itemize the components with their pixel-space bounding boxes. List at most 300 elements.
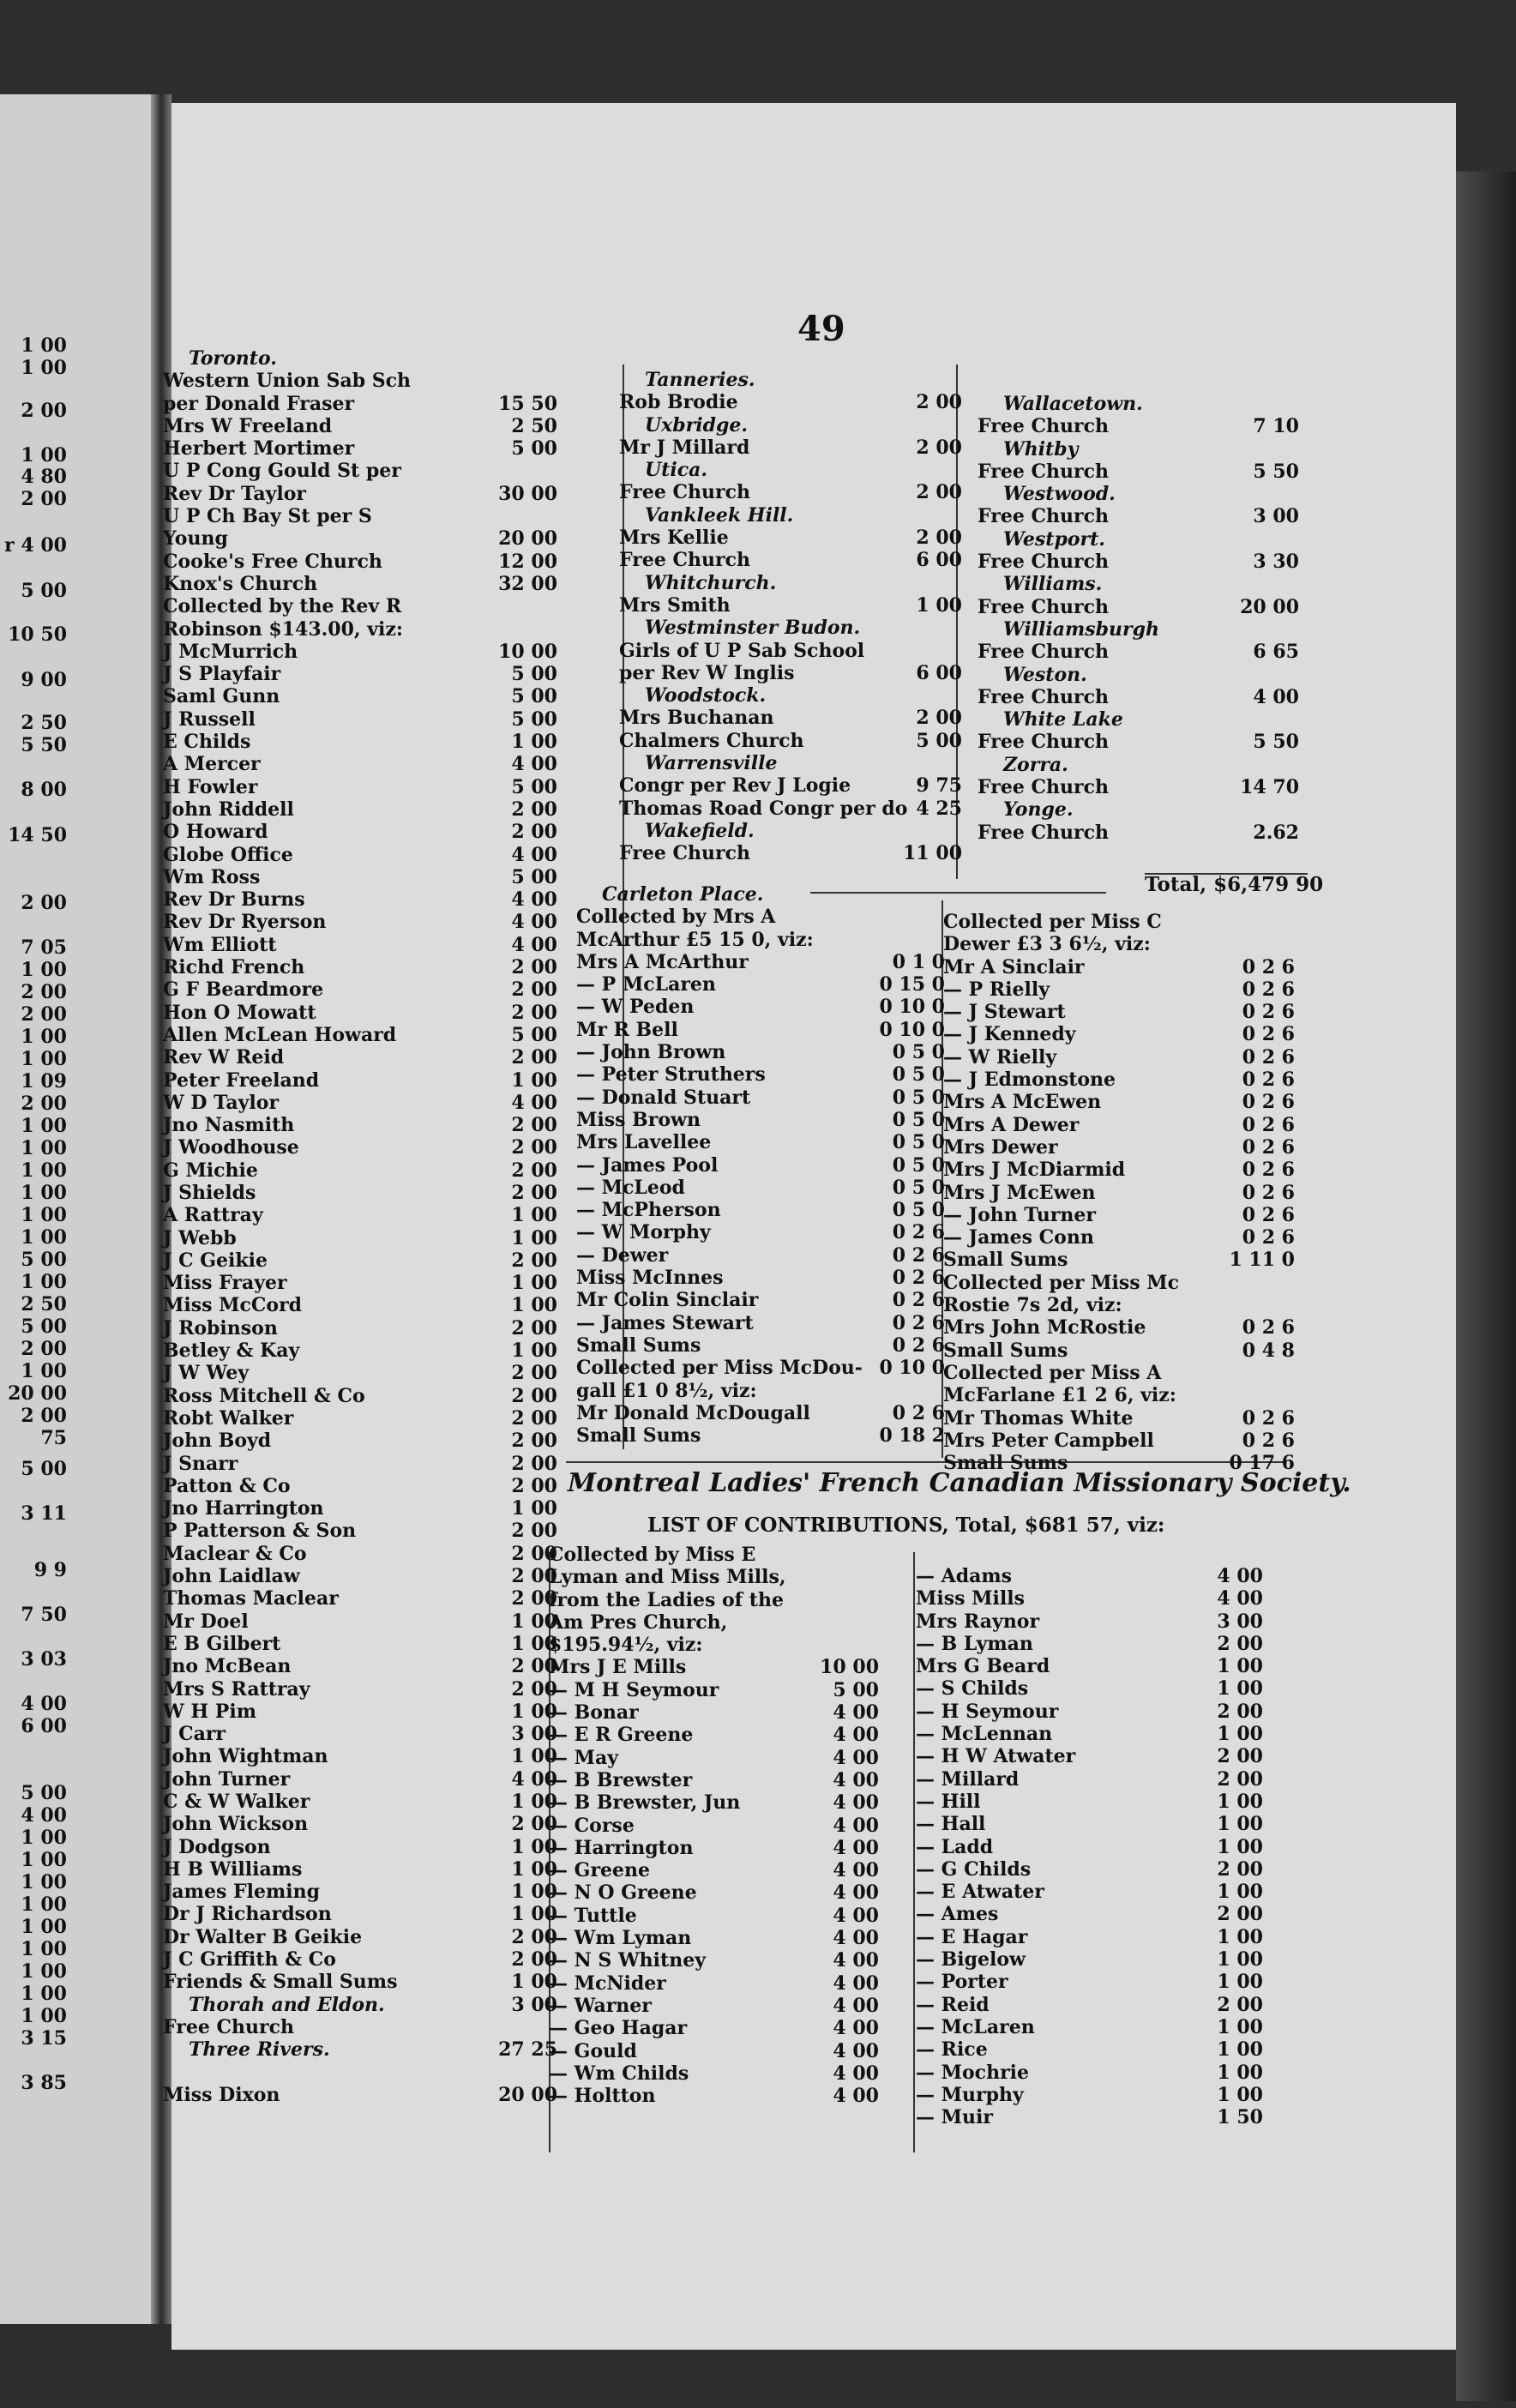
amount: 2 00 — [916, 391, 962, 414]
amount: 0 2 6 — [1242, 1226, 1295, 1249]
list-item — [619, 391, 962, 413]
amount: 4 00 — [833, 1768, 879, 1791]
contributor-name: Mr A Sinclair — [943, 955, 1085, 978]
place-heading: Utica. — [645, 459, 708, 482]
list-item — [549, 2017, 879, 2039]
contributor-name: Mrs J E Mills — [549, 1656, 687, 1679]
amount: 4 00 — [833, 1881, 879, 1905]
place-heading: Westminster Budon. — [645, 617, 861, 640]
amount: 2 00 — [511, 1406, 557, 1430]
contributor-name: — Harrington — [549, 1836, 694, 1859]
amount: 1 00 — [1217, 2083, 1263, 2106]
contributor-name: J Carr — [163, 1723, 226, 1746]
list-item — [163, 347, 557, 370]
list-item — [576, 996, 945, 1018]
amount: 2 00 — [511, 1384, 557, 1407]
list-item — [619, 730, 962, 752]
contributor-name: Rob Brodie — [619, 391, 738, 414]
contributor-name: — Millard — [916, 1767, 1020, 1791]
contributor-name: — E Atwater — [916, 1881, 1044, 1904]
column-right-top — [978, 393, 1299, 844]
list-item — [978, 708, 1299, 731]
list-item — [916, 1587, 1263, 1610]
contributor-name: Mrs G Beard — [916, 1655, 1050, 1678]
margin-amount: 1 00 — [21, 1159, 67, 1182]
contributor-name: Free Church — [978, 551, 1109, 574]
list-item — [916, 1903, 1263, 1925]
list-item — [163, 1520, 557, 1542]
margin-amount: 7 50 — [21, 1604, 67, 1626]
contributor-name: Richd French — [163, 956, 305, 979]
contributor-name: Small Sums — [576, 1333, 701, 1357]
amount: 5 00 — [511, 685, 557, 708]
amount: 2 50 — [511, 414, 557, 437]
margin-amount: 2 00 — [21, 1093, 67, 1115]
place-heading: Wakefield. — [645, 819, 755, 842]
contributor-name: Mrs Raynor — [916, 1610, 1040, 1633]
list-item — [576, 1289, 945, 1311]
place-heading: Whitchurch. — [645, 571, 777, 594]
column-lyman-mills-cont — [916, 1565, 1263, 2128]
list-item — [163, 1159, 557, 1182]
list-item — [163, 1024, 557, 1046]
amount: 1 00 — [511, 1204, 557, 1227]
amount: 4 00 — [833, 1972, 879, 1995]
list-item — [163, 866, 557, 888]
contributor-name: — P Rielly — [943, 978, 1050, 1001]
amount: 4 00 — [1217, 1587, 1263, 1610]
list-item — [163, 978, 557, 1001]
list-item — [943, 1316, 1295, 1339]
amount: 0 2 6 — [1242, 955, 1295, 978]
list-item — [549, 1701, 879, 1724]
margin-amount: 2 00 — [21, 981, 67, 1003]
contributor-name: — Geo Hagar — [549, 2017, 688, 2040]
list-item — [163, 1701, 557, 1723]
amount: 1 00 — [1217, 1790, 1263, 1813]
contributor-name: — James Conn — [943, 1226, 1094, 1249]
contributor-name: — Hall — [916, 1813, 986, 1836]
contributor-name: — McLeod — [576, 1176, 685, 1199]
amount: 6 00 — [916, 661, 962, 684]
contributor-name: H B Williams — [163, 1857, 303, 1881]
amount: 0 2 6 — [1242, 1023, 1295, 1046]
list-item — [549, 1995, 879, 2017]
amount: 1 00 — [511, 1339, 557, 1363]
amount: 0 1 0 — [892, 950, 945, 973]
list-item — [943, 1136, 1295, 1159]
list-item — [576, 951, 945, 973]
contributor-name: Collected per Miss Mc — [943, 1271, 1180, 1294]
contributor-name: J Dodgson — [163, 1835, 271, 1858]
list-item — [943, 1023, 1295, 1045]
place-heading: Woodstock. — [645, 684, 767, 707]
amount: 1 00 — [1217, 1881, 1263, 1904]
contributor-name: Mrs Buchanan — [619, 707, 774, 730]
amount: 11 00 — [903, 842, 962, 865]
list-item — [978, 664, 1299, 686]
list-item — [163, 1587, 557, 1610]
contributor-name: Knox's Church — [163, 572, 318, 595]
contributor-name: Collected per Miss A — [943, 1361, 1162, 1384]
contributor-name: H Fowler — [163, 775, 258, 798]
contributor-name: Miss Frayer — [163, 1272, 287, 1295]
contributor-name: U P Ch Bay St per S — [163, 505, 372, 528]
amount: 1 00 — [1217, 2038, 1263, 2062]
list-item — [943, 1226, 1295, 1249]
list-item — [576, 1109, 945, 1131]
contributor-name: — Greene — [549, 1859, 651, 1882]
list-item — [943, 1362, 1295, 1384]
place-heading: Three Rivers. — [189, 2038, 330, 2062]
amount: 4 00 — [833, 2039, 879, 2062]
margin-amount: 5 00 — [21, 1249, 67, 1271]
list-item — [943, 1294, 1295, 1316]
contributor-name: G F Beardmore — [163, 978, 324, 1002]
contributor-name: A Rattray — [163, 1204, 263, 1227]
contributor-name: — Dewer — [576, 1243, 669, 1267]
amount: 4 00 — [833, 1836, 879, 1859]
amount: 2 00 — [511, 1430, 557, 1453]
list-item — [576, 1402, 945, 1424]
margin-amount: 1 00 — [21, 1204, 67, 1226]
list-item — [576, 1177, 945, 1199]
amount: 2 00 — [511, 821, 557, 844]
margin-amount: 1 00 — [21, 1182, 67, 1204]
list-item — [549, 2062, 879, 2085]
place-heading: Uxbridge. — [645, 413, 749, 436]
contributor-name: Mr Thomas White — [943, 1406, 1134, 1430]
list-item — [916, 1791, 1263, 1813]
amount: 0 2 6 — [1242, 1406, 1295, 1430]
amount: 20 00 — [1240, 595, 1299, 618]
amount: 2 00 — [511, 978, 557, 1002]
contributor-name: from the Ladies of the — [549, 1588, 784, 1611]
contributor-name: Rev Dr Taylor — [163, 482, 306, 505]
amount: 1 00 — [511, 1272, 557, 1295]
contributor-name: G Michie — [163, 1159, 258, 1182]
amount: 5 00 — [511, 437, 557, 461]
list-item — [619, 549, 962, 571]
list-item — [163, 1994, 557, 2016]
contributor-name: P Patterson & Son — [163, 1520, 357, 1543]
list-item — [576, 883, 945, 906]
place-heading: Toronto. — [189, 347, 277, 370]
list-item — [163, 595, 557, 617]
amount: 5 00 — [511, 707, 557, 731]
list-item — [619, 369, 962, 391]
amount: 3 00 — [511, 1723, 557, 1746]
list-item — [163, 483, 557, 505]
contributor-name: Mr R Bell — [576, 1018, 678, 1041]
list-item — [549, 1949, 879, 1972]
list-item — [163, 1543, 557, 1565]
margin-amount: 3 15 — [21, 2027, 67, 2050]
contributor-name: Patton & Co — [163, 1474, 291, 1497]
margin-amount: 10 50 — [8, 623, 67, 646]
list-item — [549, 1881, 879, 1904]
contributor-name: Hon O Mowatt — [163, 1001, 316, 1024]
amount: 0 2 6 — [892, 1311, 945, 1334]
margin-amount: 1 00 — [21, 1271, 67, 1293]
list-item — [576, 1019, 945, 1041]
margin-amount: 1 00 — [21, 1916, 67, 1938]
list-item — [619, 798, 962, 820]
list-item — [163, 1768, 557, 1791]
amount: 1 00 — [1217, 1925, 1263, 1948]
list-item — [619, 842, 962, 864]
margin-amount: 1 00 — [21, 1849, 67, 1871]
contributor-name: Free Church — [619, 481, 750, 504]
contributor-name: Miss McInnes — [576, 1267, 724, 1290]
amount: 1 00 — [511, 1610, 557, 1633]
margin-amount: 2 00 — [21, 400, 67, 422]
list-item — [163, 1655, 557, 1677]
contributor-name: Collected by Mrs A — [576, 906, 776, 929]
contributor-name: — J Stewart — [943, 1001, 1066, 1024]
contributor-name: — McPherson — [576, 1199, 721, 1222]
amount: 2 00 — [916, 436, 962, 459]
amount: 0 5 0 — [892, 1199, 945, 1222]
amount: 1 00 — [511, 1700, 557, 1723]
amount: 4 00 — [833, 1791, 879, 1815]
contributor-name: Wm Ross — [163, 865, 261, 888]
list-item — [163, 370, 557, 392]
list-item — [943, 1114, 1295, 1136]
list-item — [978, 483, 1299, 505]
list-item — [163, 663, 557, 685]
list-item — [163, 1092, 557, 1114]
margin-amount: 1 00 — [21, 444, 67, 467]
list-item — [549, 1837, 879, 1859]
contributor-name: Mrs Lavellee — [576, 1131, 712, 1154]
list-item — [163, 1475, 557, 1497]
list-item — [163, 844, 557, 866]
amount: 0 2 6 — [1242, 1135, 1295, 1159]
list-item — [943, 1046, 1295, 1069]
contributor-name: Peter Freeland — [163, 1069, 320, 1092]
list-item — [978, 415, 1299, 437]
list-item — [916, 1926, 1263, 1948]
list-item — [576, 1380, 945, 1402]
amount: 6 00 — [916, 549, 962, 572]
amount: 1 00 — [916, 593, 962, 617]
contributor-name: — Tuttle — [549, 1904, 637, 1927]
amount: 2 00 — [511, 1362, 557, 1385]
place-heading: Williamsburgh — [1003, 617, 1160, 641]
list-item — [549, 1747, 879, 1769]
list-item — [978, 596, 1299, 618]
contributor-name: Globe Office — [163, 843, 293, 866]
contributor-name: E Childs — [163, 731, 251, 754]
list-item — [576, 906, 945, 928]
list-item — [916, 1677, 1263, 1700]
contributor-name: Western Union Sab Sch — [163, 370, 412, 393]
amount: 4 00 — [833, 1724, 879, 1747]
margin-amount: r 4 00 — [4, 534, 67, 557]
amount: 4 00 — [511, 843, 557, 866]
amount: 0 2 6 — [1242, 1001, 1295, 1024]
list-item — [163, 1723, 557, 1745]
contributor-name: Mrs J McEwen — [943, 1181, 1096, 1204]
list-item — [163, 2062, 557, 2084]
contributor-name: — Hill — [916, 1790, 981, 1813]
margin-amount: 1 00 — [21, 1026, 67, 1048]
amount: 2 00 — [1217, 1745, 1263, 1768]
amount: 0 2 6 — [1242, 1091, 1295, 1114]
amount: 2 00 — [916, 707, 962, 730]
amount: 4 00 — [511, 888, 557, 912]
contributor-name: E B Gilbert — [163, 1632, 281, 1655]
place-heading: Yonge. — [1003, 798, 1074, 822]
contributor-name: John Turner — [163, 1767, 291, 1791]
list-item — [916, 1948, 1263, 1971]
list-item — [943, 1091, 1295, 1113]
amount: 2 00 — [511, 1813, 557, 1836]
margin-amount: 7 05 — [21, 936, 67, 959]
list-item — [619, 527, 962, 549]
contributor-name: Mrs Dewer — [943, 1135, 1058, 1159]
book-edge — [1456, 172, 1516, 2401]
margin-amount: 4 00 — [21, 1804, 67, 1827]
contributor-name: — E Hagar — [916, 1925, 1028, 1948]
amount: 0 5 0 — [892, 1086, 945, 1109]
list-item — [163, 1317, 557, 1339]
amount: 2 00 — [511, 1159, 557, 1182]
list-item — [978, 822, 1299, 844]
amount: 4 00 — [511, 753, 557, 776]
contributor-name: Mrs A McArthur — [576, 950, 749, 973]
list-item — [978, 754, 1299, 776]
contributor-name: — Ames — [916, 1903, 999, 1926]
margin-amount: 3 03 — [21, 1648, 67, 1671]
place-heading: Whitby — [1003, 437, 1079, 461]
place-heading: Tanneries. — [645, 369, 755, 391]
list-item — [163, 708, 557, 731]
amount: 0 2 6 — [892, 1289, 945, 1312]
amount: 2 00 — [1217, 1700, 1263, 1723]
contributor-name: Collected by Miss E — [549, 1544, 756, 1566]
contributor-name: Jno McBean — [163, 1655, 292, 1678]
contributor-name: Mrs Smith — [619, 593, 731, 617]
margin-amount: 1 00 — [21, 959, 67, 981]
contributor-name: Rev Dr Burns — [163, 888, 305, 912]
amount: 1 00 — [1217, 1677, 1263, 1701]
list-item — [163, 776, 557, 798]
amount: 1 00 — [1217, 1948, 1263, 1972]
contributor-name: Free Church — [978, 460, 1109, 483]
contributor-name: — W Peden — [576, 996, 695, 1019]
amount: 1 00 — [511, 1857, 557, 1881]
amount: 2 00 — [511, 1677, 557, 1701]
contributor-name: Robt Walker — [163, 1406, 294, 1430]
amount: 2 00 — [916, 481, 962, 504]
contributor-name: John Wickson — [163, 1813, 309, 1836]
amount: 1 00 — [511, 731, 557, 754]
list-item — [163, 393, 557, 415]
amount: 0 2 6 — [1242, 1316, 1295, 1339]
amount: 3 00 — [1217, 1610, 1263, 1633]
amount: 1 00 — [511, 1971, 557, 1994]
list-item — [916, 1971, 1263, 1993]
contributor-name: — W Morphy — [576, 1221, 711, 1244]
contributor-name: Miss Brown — [576, 1108, 701, 1131]
list-item — [978, 438, 1299, 461]
contributor-name: — E R Greene — [549, 1724, 694, 1747]
margin-amount: 3 85 — [21, 2072, 67, 2094]
list-item — [916, 1881, 1263, 1903]
section-title: Montreal Ladies' French Canadian Missionary Society. — [568, 1468, 1351, 1498]
margin-amount: 1 00 — [21, 1871, 67, 1893]
contributor-name: Mr J Millard — [619, 436, 750, 459]
amount: 2 00 — [511, 1249, 557, 1272]
list-item — [916, 2084, 1263, 2106]
amount: 1 00 — [511, 1226, 557, 1249]
amount: 1 00 — [1217, 2061, 1263, 2084]
amount: 0 17 6 — [1229, 1452, 1295, 1475]
contributor-name: Girls of U P Sab School — [619, 639, 865, 662]
list-item — [576, 1424, 945, 1447]
amount: 4 00 — [511, 933, 557, 956]
list-item — [163, 1678, 557, 1701]
contributor-name: Free Church — [619, 549, 750, 572]
margin-amount: 14 50 — [8, 824, 67, 846]
margin-amount: 1 00 — [21, 1360, 67, 1382]
list-item — [549, 1679, 879, 1701]
list-item — [549, 2085, 879, 2107]
list-item — [163, 1362, 557, 1384]
list-item — [916, 1813, 1263, 1835]
contributor-name: J Russell — [163, 707, 256, 731]
contributor-name: J S Playfair — [163, 663, 281, 686]
list-item — [163, 1926, 557, 1948]
amount: 2 00 — [511, 1520, 557, 1543]
amount: 3 00 — [1253, 505, 1299, 528]
amount: 1 00 — [511, 1294, 557, 1317]
list-item — [163, 798, 557, 821]
list-item — [916, 1655, 1263, 1677]
contributor-name: — Murphy — [916, 2083, 1024, 2106]
amount: 1 00 — [1217, 1971, 1263, 1994]
contributor-name: — Gould — [549, 2039, 637, 2062]
amount: 0 18 2 — [879, 1424, 945, 1448]
amount: 2 00 — [511, 1316, 557, 1339]
list-item — [916, 2106, 1263, 2128]
amount: 5 00 — [511, 663, 557, 686]
list-item — [163, 505, 557, 527]
margin-amount: 5 00 — [21, 1458, 67, 1480]
list-item — [549, 1769, 879, 1791]
amount: 1 00 — [511, 1745, 557, 1768]
contributor-name: John Wightman — [163, 1745, 328, 1768]
section-subtitle: LIST OF CONTRIBUTIONS, Total, $681 57, viz: — [647, 1514, 1165, 1537]
margin-amount: 6 00 — [21, 1715, 67, 1737]
contributor-name: — Corse — [549, 1814, 635, 1837]
list-item — [916, 2038, 1263, 2061]
amount: 0 2 6 — [892, 1221, 945, 1244]
list-item — [549, 1815, 879, 1837]
contributor-name: Mr Doel — [163, 1610, 249, 1633]
list-item — [163, 2038, 557, 2061]
amount: 1 00 — [511, 1835, 557, 1858]
margin-amount: 9 9 — [33, 1559, 67, 1581]
contributor-name: O Howard — [163, 821, 268, 844]
list-item — [163, 753, 557, 775]
list-item — [978, 618, 1299, 641]
contributor-name: Rev W Reid — [163, 1046, 285, 1069]
list-item — [163, 1836, 557, 1858]
contributor-name: Maclear & Co — [163, 1542, 307, 1565]
